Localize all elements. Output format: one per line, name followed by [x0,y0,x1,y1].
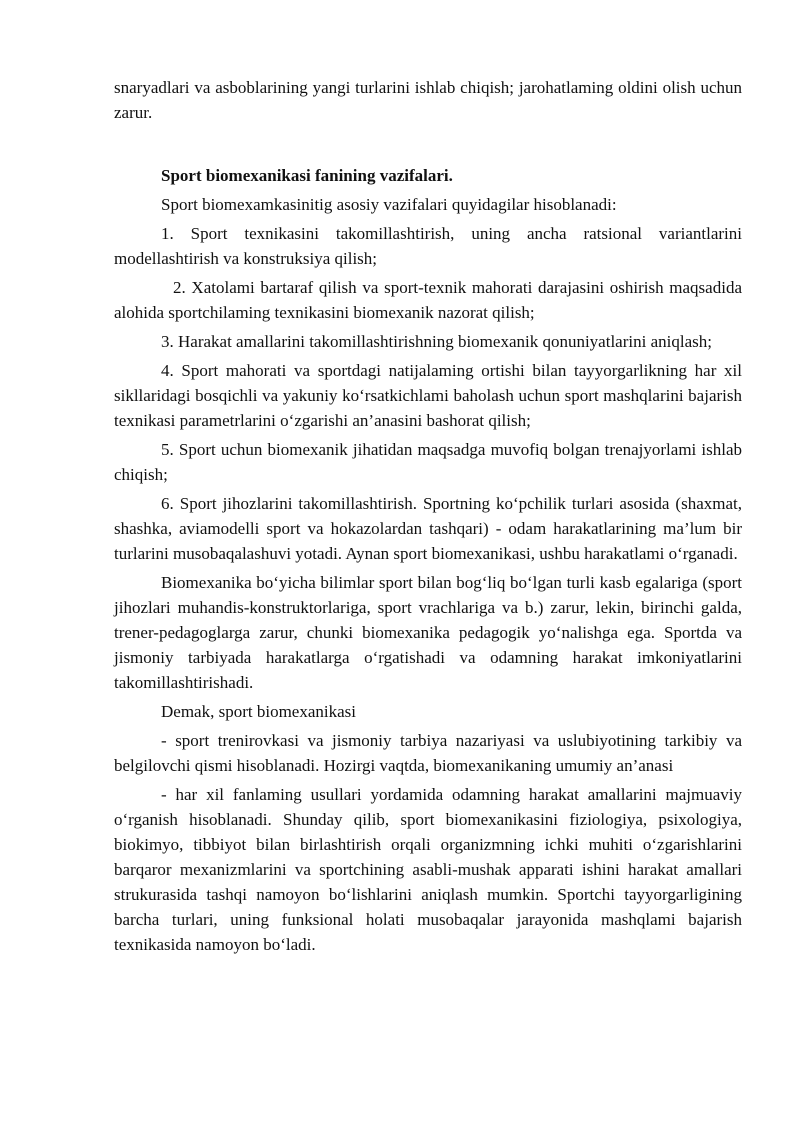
knowledge-paragraph: Biomexanika bo‘yicha bilimlar sport bilan bog‘liq bo‘lgan turli kasb egalariga (sport jihozlari muhandis-konstruktorlariga, sport vrachlariga va b.) zarur, lekin, birinchi galda, trener-pedagoglarga zarur, chunki biomexanika pedagogik yo‘nalishga ega. Sportda va jismoniy tarbiyada harakatlarga o‘rgatishadi va odamning harakat imkoniyatlarini takomillashtirishadi. [114,573,742,692]
task-item-1: 1. Sport texnikasini takomillashtirish, uning ancha ratsional variantlarini modellashtirish va konstruksiya qilish; [114,224,742,268]
conclusion-lead: Demak, sport biomexanikasi [161,702,356,721]
conclusion-point-2: - har xil fanlaming usullari yordamida odamning harakat amallarini majmuaviy o‘rganish hisoblanadi. Shunday qilib, sport biomexanikasini fiziologiya, psixologiya, biokimyo, tibbiyot bilan birlashtirish orqali organizmning ichki muhiti o‘zgarishlarini barqaror mexanizmlarini va sportchining asabli-mushak apparati ishini harakat amallari strukurasida tashqi namoyon bo‘lishlarini aniqlash mumkin. Sportchi tayyorgarligining barcha turlari, uning funksional holati musobaqalar jarayonida mashqlami bajarish texnikasida namoyon bo‘ladi. [114,785,742,954]
task-item-3: 3. Harakat amallarini takomillashtirishning biomexanik qonuniyatlarini aniqlash; [161,332,712,351]
task-item-6: 6. Sport jihozlarini takomillashtirish. Sportning ko‘pchilik turlari asosida (shaxmat, shashka, aviamodelli sport va hokazolardan tashqari) - odam harakatlarining ma’lum bir turlarini musobaqalashuvi yotadi. Aynan sport biomexanikasi, ushbu harakatlami o‘rganadi. [114,494,742,563]
document-page [114,75,742,961]
task-item-4: 4. Sport mahorati va sportdagi natijalaming ortishi bilan tayyorgarlikning har xil sikllaridagi bosqichli va yakuniy ko‘rsatkichlami baholash uchun sport mashqlarini bajarish texnikasi parametrlarini o‘zgarishi an’anasini bashorat qilish; [114,361,742,430]
section-heading: Sport biomexanikasi fanining vazifalari. [161,166,453,185]
section-spacer [114,129,742,163]
conclusion-point-1: - sport trenirovkasi va jismoniy tarbiya nazariyasi va uslubiyotining tarkibiy va belgilovchi qismi hisoblanadi. Hozirgi vaqtda, biomexanikaning umumiy an’anasi [114,731,742,775]
task-item-2: 2. Xatolami bartaraf qilish va sport-texnik mahorati darajasini oshirish maqsadida alohida sportchilaming texnikasini biomexanik nazorat qilish; [114,278,742,322]
lead-paragraph: Sport biomexamkasinitig asosiy vazifalari quyidagilar hisoblanadi: [161,195,617,214]
task-item-5: 5. Sport uchun biomexanik jihatidan maqsadga muvofiq bolgan trenajyorlami ishlab chiqish; [114,440,742,484]
intro-continuation-paragraph: snaryadlari va asboblarining yangi turlarini ishlab chiqish; jarohatlaming oldini olish uchun zarur. [114,78,742,122]
